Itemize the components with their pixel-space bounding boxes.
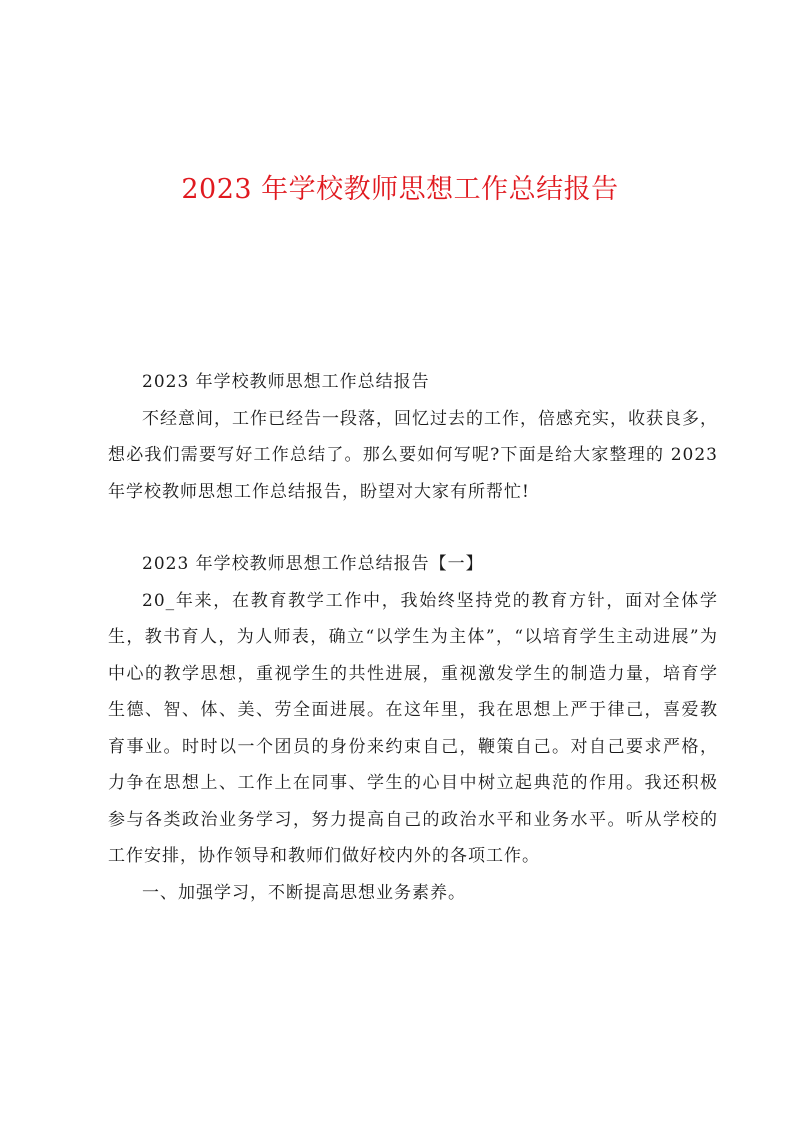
subsection-1-heading: 一、加强学习，不断提高思想业务素养。 [142, 882, 466, 903]
intro-paragraph: 不经意间，工作已经告一段落，回忆过去的工作，倍感充实，收获良多，想必我们需要写好工作总结了。那么要如何写呢?下面是给大家整理的 2023 年学校教师思想工作总结报告，盼望对大家有所帮忙! [108, 408, 718, 502]
document-title: 2023 年学校教师思想工作总结报告 [181, 174, 619, 205]
paragraph-spacer [108, 510, 718, 546]
section-1-heading: 2023 年学校教师思想工作总结报告【一】 [142, 554, 484, 574]
intro-heading: 2023 年学校教师思想工作总结报告 [142, 372, 430, 392]
document-body [108, 364, 718, 911]
section-1-paragraph: 20_年来，在教育教学工作中，我始终坚持党的教育方针，面对全体学生，教书育人，为人师表，确立“以学生为主体”，“以培育学生主动进展”为中心的教学思想，重视学生的共性进展，重视激发学生的制造力量，培育学生德、智、体、美、劳全面进展。在这年里，我在思想上严于律己，喜爱教育事业。时时以一个团员的身份来约束自己，鞭策自己。对自己要求严格，力争在思想上、工作上在同事、学生的心目中树立起典范的作用。我还积极参与各类政治业务学习，努力提高自己的政治水平和业务水平。听从学校的工作安排，协作领导和教师们做好校内外的各项工作。 [108, 590, 718, 866]
